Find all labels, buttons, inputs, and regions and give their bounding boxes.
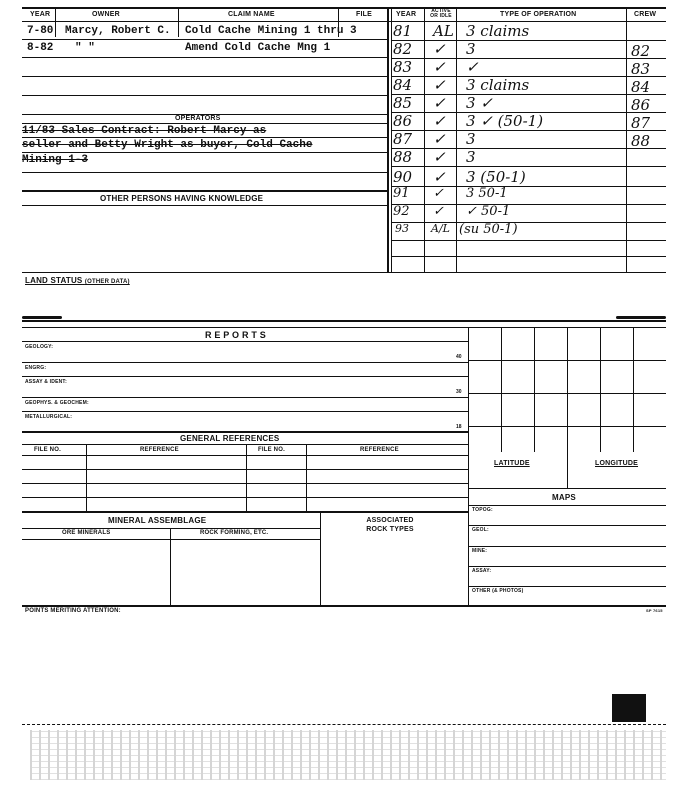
year-header-log: YEAR (396, 11, 417, 18)
log-status: ✓ (433, 204, 444, 219)
maps-label: MAPS (552, 493, 576, 502)
log-row (391, 130, 666, 148)
land-status-label: LAND STATUS (OTHER DATA) (25, 276, 130, 285)
log-status: AL (433, 22, 454, 40)
owner-header: OWNER (92, 11, 120, 18)
log-status: ✓ (433, 148, 446, 166)
log-year: 81 (393, 22, 413, 40)
log-row (391, 76, 666, 94)
report-assay: ASSAY & IDENT: (25, 379, 67, 385)
log-year: 86 (393, 112, 413, 130)
log-operation: 3 (466, 40, 476, 58)
registration-block (612, 694, 646, 722)
report-metallurgical-num: 18 (456, 424, 462, 430)
log-status: ✓ (433, 112, 446, 130)
report-engrg: ENGRG: (25, 365, 47, 371)
log-operation: (su 50-1) (459, 222, 518, 237)
rock-forming-header: ROCK FORMING, ETC. (200, 530, 269, 536)
ore-minerals-header: ORE MINERALS (62, 530, 111, 536)
log-row (391, 112, 666, 130)
longitude-label: LONGITUDE (595, 460, 639, 467)
log-year: 91 (393, 186, 410, 201)
log-status: A/L (431, 222, 450, 235)
report-geology-num: 40 (456, 354, 462, 360)
log-operation: 3 (466, 130, 476, 148)
log-crew: 83 (631, 60, 651, 78)
log-status: ✓ (433, 76, 446, 94)
log-status: ✓ (433, 130, 446, 148)
other-persons-label: OTHER PERSONS HAVING KNOWLEDGE (100, 194, 264, 203)
ref-fileno-header: FILE NO. (34, 447, 61, 453)
log-status: ✓ (433, 94, 446, 112)
log-row (391, 222, 666, 240)
ref-reference-header-2: REFERENCE (360, 447, 399, 453)
associated-rock-types-label: ASSOCIATED ROCK TYPES (366, 517, 414, 533)
log-year: 83 (393, 58, 413, 76)
log-row (391, 40, 666, 58)
maps-geol: GEOL: (472, 527, 489, 533)
points-meriting-label: POINTS MERITING ATTENTION: (25, 608, 121, 614)
operators-label: OPERATORS (175, 115, 221, 122)
scan-noise (30, 730, 666, 780)
log-year: 88 (393, 148, 413, 166)
claim-year: 7-80 (27, 25, 54, 37)
claim-name: Cold Cache Mining 1 thru 3 (185, 25, 357, 37)
log-year: 82 (393, 40, 413, 58)
log-row (391, 148, 666, 166)
claim-owner: Marcy, Robert C. (65, 25, 171, 37)
log-year: 84 (393, 76, 413, 94)
ref-reference-header: REFERENCE (140, 447, 179, 453)
operators-line: seller and Betty Wright as buyer, Cold Cache (22, 139, 313, 151)
log-crew: 88 (631, 132, 651, 150)
log-year: 90 (393, 168, 413, 186)
log-operation: 3 claims (466, 22, 530, 40)
log-year: 87 (393, 130, 413, 148)
operators-line: Mining 1-3 (22, 154, 89, 166)
log-operation: ✓ (466, 58, 479, 76)
log-operation: 3 claims (466, 76, 530, 94)
claim-name: Amend Cold Cache Mng 1 (185, 42, 331, 54)
year-header: YEAR (30, 11, 51, 18)
mineral-assemblage-label: MINERAL ASSEMBLAGE (108, 516, 207, 525)
log-status: ✓ (433, 58, 446, 76)
file-header: FILE (356, 11, 372, 18)
log-year: 85 (393, 94, 413, 112)
type-of-operation-header: TYPE OF OPERATION (500, 11, 577, 18)
log-year: 93 (395, 222, 409, 235)
log-operation: 3 (466, 148, 476, 166)
operators-line: 11/83 Sales Contract: Robert Marcy as (22, 125, 267, 137)
maps-other: OTHER (& PHOTOS) (472, 588, 524, 594)
latitude-label: LATITUDE (494, 460, 530, 467)
maps-assay: ASSAY: (472, 568, 492, 574)
log-crew: 84 (631, 78, 651, 96)
log-crew: 87 (631, 114, 651, 132)
ref-fileno-header-2: FILE NO. (258, 447, 285, 453)
log-row (391, 204, 666, 222)
reports-title: R E P O R T S (205, 330, 266, 340)
log-row (391, 186, 666, 204)
log-status: ✓ (433, 186, 444, 201)
log-row (391, 168, 666, 186)
claim-owner: " " (75, 42, 95, 54)
active-idle-header: ACTIVE OR IDLE (430, 8, 452, 19)
crew-header: CREW (634, 11, 657, 18)
log-operation: 3 (50-1) (466, 168, 526, 186)
maps-topog: TOPOG: (472, 507, 493, 513)
log-operation: 3 ✓ (466, 94, 493, 112)
claim-year: 8-82 (27, 42, 54, 54)
maps-mine: MINE: (472, 548, 488, 554)
log-row (391, 22, 666, 40)
report-geophys: GEOPHYS. & GEOCHEM: (25, 400, 89, 406)
report-geology: GEOLOGY: (25, 344, 54, 350)
general-references-label: GENERAL REFERENCES (180, 434, 280, 443)
log-operation: 3 50-1 (466, 186, 508, 201)
claim-name-header: CLAIM NAME (228, 11, 275, 18)
log-year: 92 (393, 204, 410, 219)
log-row (391, 94, 666, 112)
report-metallurgical: METALLURGICAL: (25, 414, 73, 420)
report-assay-num: 30 (456, 389, 462, 395)
log-operation: ✓ 50-1 (466, 204, 511, 219)
log-row (391, 58, 666, 76)
log-crew: 86 (631, 96, 651, 114)
form-number: SP 7615 (646, 608, 663, 613)
log-status: ✓ (433, 168, 446, 186)
log-status: ✓ (433, 40, 446, 58)
log-crew: 82 (631, 42, 651, 60)
log-operation: 3 ✓ (50-1) (466, 112, 544, 130)
